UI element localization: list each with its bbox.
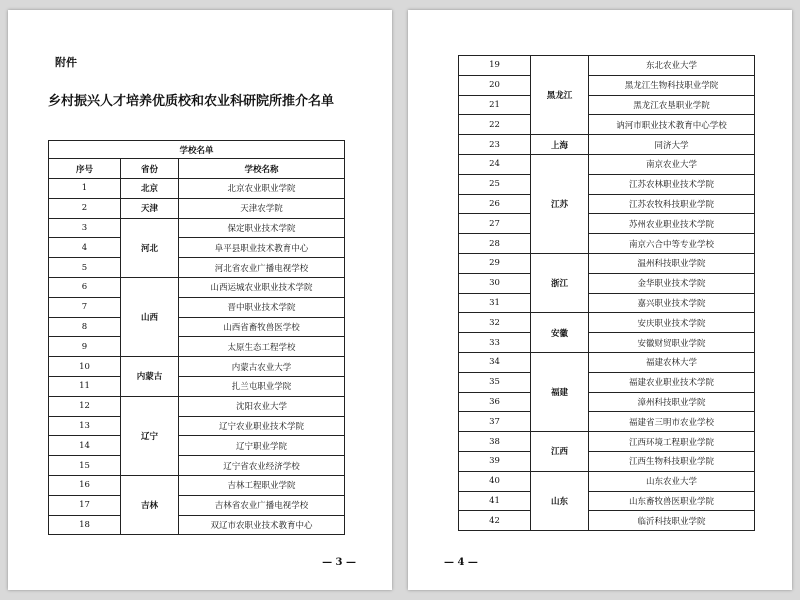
table-row [459, 154, 755, 174]
province-cell: 福建 [531, 352, 589, 431]
table-row [459, 253, 755, 273]
school-name: 双辽市农职业技术教育中心 [179, 515, 345, 535]
row-number: 12 [49, 396, 121, 416]
table-row [459, 234, 755, 254]
table-row [49, 198, 345, 218]
table-row [459, 511, 755, 531]
table-row [49, 396, 345, 416]
table-row [49, 337, 345, 357]
row-number: 11 [49, 376, 121, 396]
row-number: 36 [459, 392, 531, 412]
row-number: 34 [459, 352, 531, 372]
school-name: 苏州农业职业技术学院 [589, 214, 755, 234]
table-row [49, 179, 345, 199]
row-number: 38 [459, 432, 531, 452]
row-number: 1 [49, 179, 121, 199]
school-name: 辽宁省农业经济学校 [179, 456, 345, 476]
row-number: 42 [459, 511, 531, 531]
table-row [459, 471, 755, 491]
row-number: 4 [49, 238, 121, 258]
school-name: 太原生态工程学校 [179, 337, 345, 357]
table-row [459, 115, 755, 135]
row-number: 30 [459, 273, 531, 293]
right-page [408, 10, 792, 590]
school-name: 阜平县职业技术教育中心 [179, 238, 345, 258]
row-number: 9 [49, 337, 121, 357]
row-number: 40 [459, 471, 531, 491]
table-row [459, 75, 755, 95]
school-name: 临沂科技职业学院 [589, 511, 755, 531]
school-name: 江西环境工程职业学院 [589, 432, 755, 452]
province-cell: 山东 [531, 471, 589, 530]
table-row [49, 258, 345, 278]
school-name: 北京农业职业学院 [179, 179, 345, 199]
table-row [459, 491, 755, 511]
row-number: 19 [459, 56, 531, 76]
province-cell: 吉林 [121, 475, 179, 534]
school-name: 黑龙江生物科技职业学院 [589, 75, 755, 95]
table-row [49, 357, 345, 377]
school-name: 福建农林大学 [589, 352, 755, 372]
header-school: 学校名称 [179, 159, 345, 179]
province-cell: 山西 [121, 277, 179, 356]
school-name: 辽宁职业学院 [179, 436, 345, 456]
row-number: 29 [459, 253, 531, 273]
row-number: 8 [49, 317, 121, 337]
table-caption: 学校名单 [49, 141, 345, 159]
row-number: 25 [459, 174, 531, 194]
table-row [49, 297, 345, 317]
header-no: 序号 [49, 159, 121, 179]
school-name: 东北农业大学 [589, 56, 755, 76]
row-number: 13 [49, 416, 121, 436]
school-name: 南京农业大学 [589, 154, 755, 174]
attachment-label: 附件 [55, 56, 77, 69]
table-row [459, 273, 755, 293]
header-province: 省份 [121, 159, 179, 179]
province-cell: 上海 [531, 135, 589, 155]
school-name: 吉林省农业广播电视学校 [179, 495, 345, 515]
row-number: 6 [49, 277, 121, 297]
table-row [49, 416, 345, 436]
school-name: 山西省畜牧兽医学校 [179, 317, 345, 337]
school-name: 福建省三明市农业学校 [589, 412, 755, 432]
table-row [459, 333, 755, 353]
school-name: 河北省农业广播电视学校 [179, 258, 345, 278]
row-number: 41 [459, 491, 531, 511]
school-table-left [48, 140, 345, 535]
table-row [459, 56, 755, 76]
row-number: 23 [459, 135, 531, 155]
table-row [459, 194, 755, 214]
school-name: 山东农业大学 [589, 471, 755, 491]
table-row [459, 352, 755, 372]
table-row [459, 412, 755, 432]
school-name: 讷河市职业技术教育中心学校 [589, 115, 755, 135]
row-number: 32 [459, 313, 531, 333]
table-row [459, 293, 755, 313]
table-row [459, 372, 755, 392]
school-name: 山西运城农业职业技术学院 [179, 277, 345, 297]
table-row [459, 174, 755, 194]
left-page [8, 10, 392, 590]
row-number: 17 [49, 495, 121, 515]
table-row [49, 376, 345, 396]
row-number: 22 [459, 115, 531, 135]
row-number: 31 [459, 293, 531, 313]
row-number: 3 [49, 218, 121, 238]
row-number: 39 [459, 451, 531, 471]
table-row [459, 451, 755, 471]
table-row [459, 214, 755, 234]
table-row [49, 456, 345, 476]
table-row [49, 277, 345, 297]
province-cell: 河北 [121, 218, 179, 277]
school-name: 江苏农林职业技术学院 [589, 174, 755, 194]
school-name: 天津农学院 [179, 198, 345, 218]
school-name: 福建农业职业技术学院 [589, 372, 755, 392]
table-row [459, 392, 755, 412]
school-name: 江西生物科技职业学院 [589, 451, 755, 471]
row-number: 26 [459, 194, 531, 214]
row-number: 27 [459, 214, 531, 234]
row-number: 16 [49, 475, 121, 495]
province-cell: 浙江 [531, 253, 589, 312]
school-name: 吉林工程职业学院 [179, 475, 345, 495]
table-row [459, 432, 755, 452]
table-row [49, 238, 345, 258]
row-number: 24 [459, 154, 531, 174]
province-cell: 内蒙古 [121, 357, 179, 397]
table-row [459, 135, 755, 155]
school-name: 安庆职业技术学院 [589, 313, 755, 333]
table-row [459, 95, 755, 115]
school-name: 南京六合中等专业学校 [589, 234, 755, 254]
province-cell: 黑龙江 [531, 56, 589, 135]
row-number: 5 [49, 258, 121, 278]
row-number: 10 [49, 357, 121, 377]
row-number: 15 [49, 456, 121, 476]
row-number: 14 [49, 436, 121, 456]
school-name: 扎兰屯职业学院 [179, 376, 345, 396]
page-number-left: — 3 — [322, 557, 356, 568]
school-name: 黑龙江农垦职业学院 [589, 95, 755, 115]
table-row [49, 475, 345, 495]
table-body-left [49, 179, 345, 535]
table-body-right [459, 56, 755, 531]
table-row [459, 313, 755, 333]
school-name: 温州科技职业学院 [589, 253, 755, 273]
province-cell: 江西 [531, 432, 589, 472]
row-number: 18 [49, 515, 121, 535]
table-row [49, 515, 345, 535]
row-number: 28 [459, 234, 531, 254]
table-row [49, 317, 345, 337]
province-cell: 天津 [121, 198, 179, 218]
school-name: 辽宁农业职业技术学院 [179, 416, 345, 436]
document-title: 乡村振兴人才培养优质校和农业科研院所推介名单 [48, 94, 335, 109]
school-table-right [458, 55, 755, 531]
school-name: 保定职业技术学院 [179, 218, 345, 238]
province-cell: 北京 [121, 179, 179, 199]
row-number: 33 [459, 333, 531, 353]
row-number: 35 [459, 372, 531, 392]
page-number-right: — 4 — [444, 557, 478, 568]
school-name: 山东畜牧兽医职业学院 [589, 491, 755, 511]
row-number: 20 [459, 75, 531, 95]
province-cell: 辽宁 [121, 396, 179, 475]
row-number: 7 [49, 297, 121, 317]
table-row [49, 218, 345, 238]
school-name: 同济大学 [589, 135, 755, 155]
row-number: 37 [459, 412, 531, 432]
province-cell: 安徽 [531, 313, 589, 353]
school-name: 嘉兴职业技术学院 [589, 293, 755, 313]
school-name: 江苏农牧科技职业学院 [589, 194, 755, 214]
table-row [49, 436, 345, 456]
school-name: 金华职业技术学院 [589, 273, 755, 293]
row-number: 21 [459, 95, 531, 115]
school-name: 沈阳农业大学 [179, 396, 345, 416]
school-name: 内蒙古农业大学 [179, 357, 345, 377]
table-row [49, 495, 345, 515]
school-name: 安徽财贸职业学院 [589, 333, 755, 353]
school-name: 晋中职业技术学院 [179, 297, 345, 317]
province-cell: 江苏 [531, 154, 589, 253]
row-number: 2 [49, 198, 121, 218]
school-name: 漳州科技职业学院 [589, 392, 755, 412]
